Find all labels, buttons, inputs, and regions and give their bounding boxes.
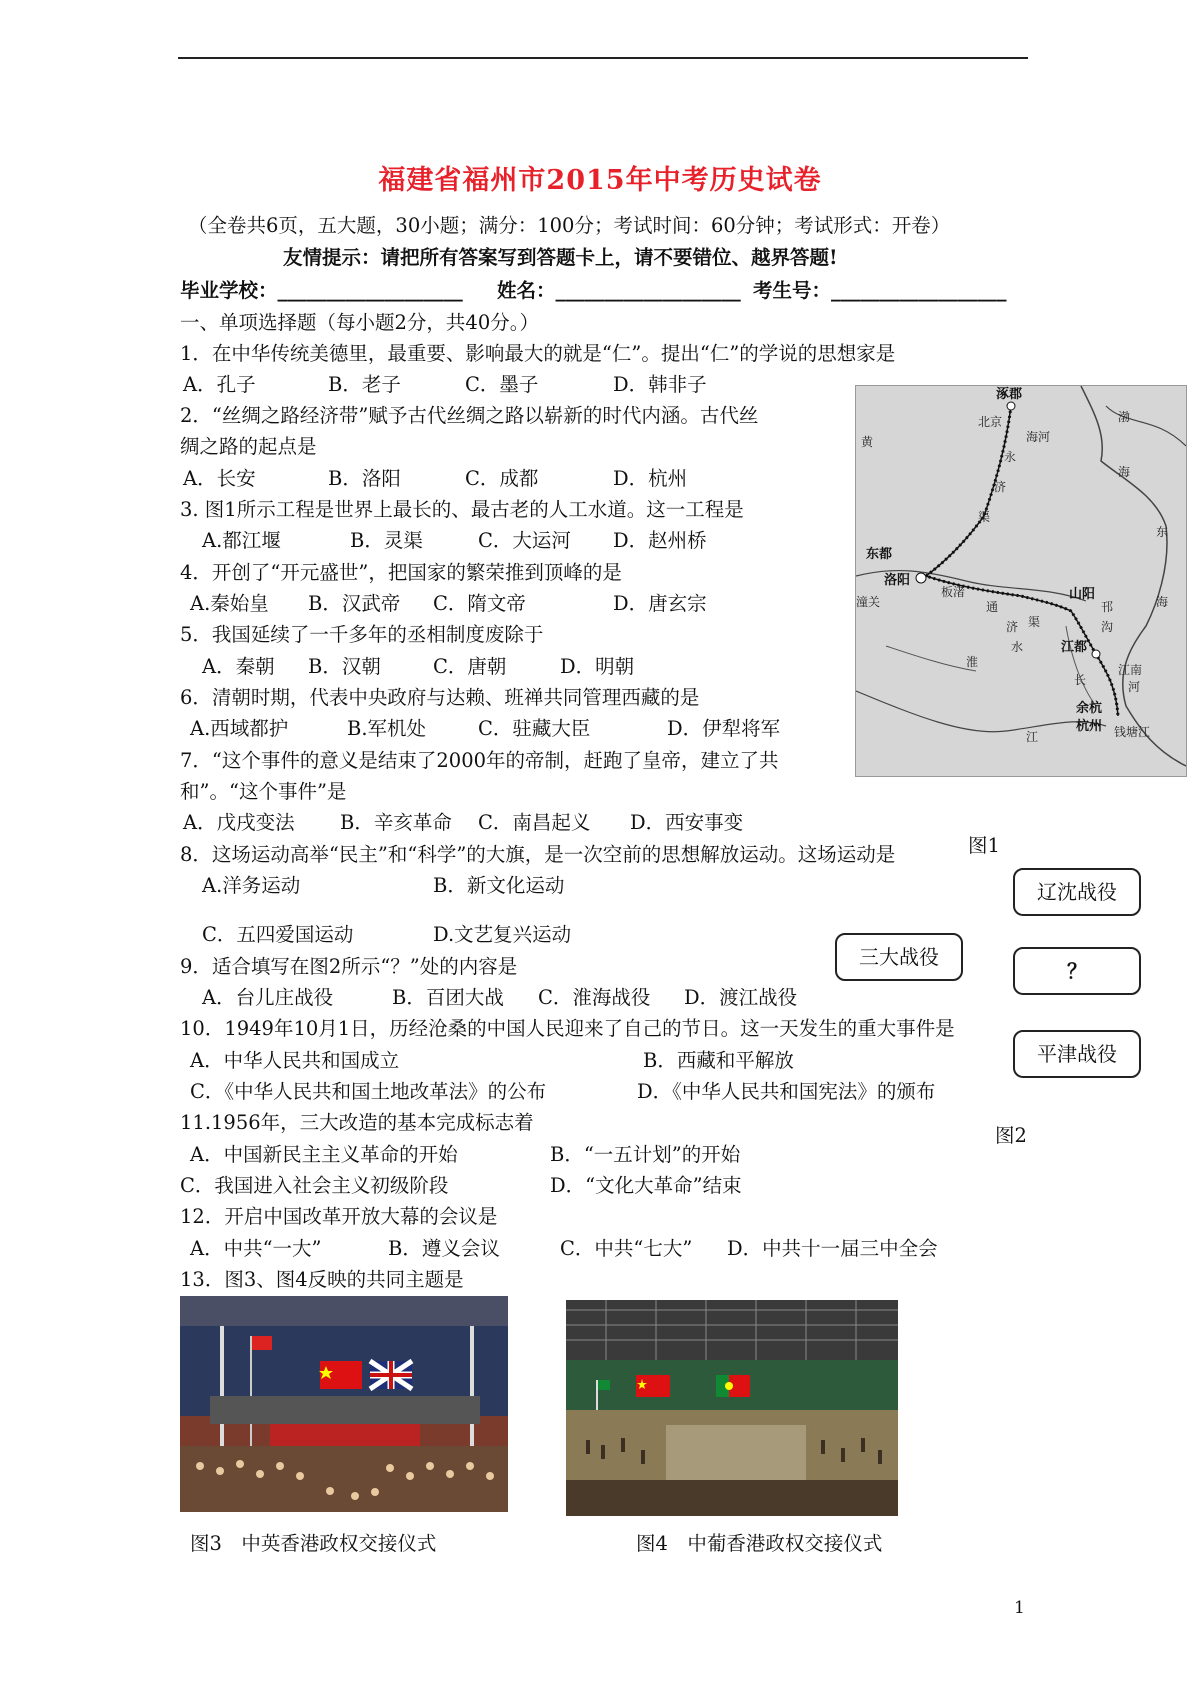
option-b: B．“一五计划”的开始 <box>550 1143 741 1166</box>
option-a: A．孔子 <box>183 373 256 396</box>
option-a: A．秦朝 <box>202 655 275 678</box>
option-a: A．中共“一大” <box>190 1237 322 1260</box>
question-stem: 1．在中华传统美德里，最重要、影响最大的就是“仁”。提出“仁”的学说的思想家是 <box>180 342 896 365</box>
svg-text:渠: 渠 <box>978 510 991 524</box>
option-d: D．赵州桥 <box>613 529 707 552</box>
option-d: D．韩非子 <box>613 373 707 396</box>
handover-ceremony-photo-uk <box>180 1296 508 1512</box>
grand-canal-map <box>855 385 1187 777</box>
svg-text:东都: 东都 <box>866 547 893 562</box>
option-a: A.西域都护 <box>190 717 289 740</box>
option-d: D．渡江战役 <box>684 986 798 1009</box>
figure3-caption: 图3 中英香港政权交接仪式 <box>190 1532 437 1555</box>
option-c: C．成都 <box>465 467 539 490</box>
svg-text:涿郡: 涿郡 <box>996 387 1023 402</box>
handover-ceremony-photo-portugal <box>566 1300 898 1516</box>
option-c: C．南昌起义 <box>478 811 591 834</box>
option-c: C．五四爱国运动 <box>202 923 354 946</box>
svg-text:江都: 江都 <box>1061 640 1088 655</box>
svg-text:黄: 黄 <box>861 435 874 449</box>
option-b: B．灵渠 <box>350 529 423 552</box>
option-a: A.都江堰 <box>202 529 281 552</box>
svg-text:通: 通 <box>986 600 999 614</box>
unknown-campaign-box: ？ <box>1013 947 1141 995</box>
option-a: A．长安 <box>183 467 256 490</box>
option-b: B．洛阳 <box>328 467 401 490</box>
option-a: A．中国新民主主义革命的开始 <box>190 1143 458 1166</box>
option-d: D．中共十一届三中全会 <box>727 1237 938 1260</box>
liaoshen-box: 辽沈战役 <box>1013 868 1141 916</box>
svg-text:邗: 邗 <box>1101 600 1114 614</box>
option-b: B．汉武帝 <box>308 592 401 615</box>
option-d: D．西安事变 <box>630 811 744 834</box>
svg-text:沟: 沟 <box>1101 620 1114 634</box>
option-b: B．遵义会议 <box>388 1237 500 1260</box>
option-b: B．汉朝 <box>308 655 381 678</box>
svg-text:板渚: 板渚 <box>941 585 966 599</box>
option-a: A.洋务运动 <box>202 874 301 897</box>
svg-text:洛阳: 洛阳 <box>884 573 911 588</box>
option-b: B．新文化运动 <box>433 874 565 897</box>
option-b: B．老子 <box>328 373 401 396</box>
question-stem-cont: 和”。“这个事件”是 <box>180 780 347 803</box>
option-c: C．隋文帝 <box>433 592 526 615</box>
svg-text:济: 济 <box>994 480 1007 494</box>
option-d: D．《中华人民共和国宪法》的颁布 <box>637 1080 936 1103</box>
number-field: 考生号：__________________ <box>753 279 1007 302</box>
option-c: C．墨子 <box>465 373 539 396</box>
option-d: D．伊犁将军 <box>667 717 781 740</box>
option-d: D.文艺复兴运动 <box>433 923 572 946</box>
svg-text:淮: 淮 <box>966 655 979 669</box>
option-c: C．驻藏大臣 <box>478 717 591 740</box>
question-stem: 5．我国延续了一千多年的丞相制度废除于 <box>180 623 544 646</box>
option-c: C．中共“七大” <box>560 1237 693 1260</box>
friendly-tip: 友情提示：请把所有答案写到答题卡上，请不要错位、越界答题! <box>283 246 838 269</box>
question-stem: 3. 图1所示工程是世界上最长的、最古老的人工水道。这一工程是 <box>180 498 744 521</box>
page-number: 1 <box>1014 1598 1025 1618</box>
question-stem: 4．开创了“开元盛世”，把国家的繁荣推到顶峰的是 <box>180 561 622 584</box>
option-c: C．淮海战役 <box>538 986 651 1009</box>
three-campaigns-box: 三大战役 <box>835 933 963 981</box>
option-b: B．西藏和平解放 <box>643 1049 794 1072</box>
exam-title: 福建省福州市2015年中考历史试卷 <box>378 165 822 196</box>
question-stem: 10．1949年10月1日，历经沧桑的中国人民迎来了自己的节日。这一天发生的重大事件是 <box>180 1017 955 1040</box>
svg-text:永: 永 <box>1004 450 1017 464</box>
svg-text:海: 海 <box>1118 465 1131 479</box>
svg-text:渠: 渠 <box>1028 615 1041 629</box>
svg-text:东: 东 <box>1156 525 1169 539</box>
header-rule <box>178 57 1028 59</box>
svg-text:海河: 海河 <box>1026 430 1051 444</box>
question-stem: 9．适合填写在图2所示“？”处的内容是 <box>180 955 518 978</box>
svg-text:余杭: 余杭 <box>1076 701 1103 716</box>
option-c: C．大运河 <box>478 529 571 552</box>
svg-text:北京: 北京 <box>978 415 1003 429</box>
option-b: B．百团大战 <box>392 986 504 1009</box>
option-c: C．唐朝 <box>433 655 507 678</box>
svg-text:渤: 渤 <box>1118 410 1131 424</box>
option-d: D．唐玄宗 <box>613 592 707 615</box>
svg-text:济: 济 <box>1006 620 1019 634</box>
option-c: C．我国进入社会主义初级阶段 <box>180 1174 449 1197</box>
question-stem: 6．清朝时期，代表中央政府与达赖、班禅共同管理西藏的是 <box>180 686 700 709</box>
option-a: A．台儿庄战役 <box>202 986 334 1009</box>
option-b: B．辛亥革命 <box>340 811 452 834</box>
svg-text:江: 江 <box>1026 730 1039 744</box>
figure2-label: 图2 <box>995 1124 1027 1147</box>
option-d: D．“文化大革命”结束 <box>550 1174 742 1197</box>
question-stem: 7．“这个事件的意义是结束了2000年的帝制，赶跑了皇帝，建立了共 <box>180 749 779 772</box>
svg-text:江南: 江南 <box>1118 663 1143 677</box>
svg-text:潼关: 潼关 <box>856 595 881 609</box>
svg-text:水: 水 <box>1011 640 1024 654</box>
name-field: 姓名：___________________ <box>497 279 741 302</box>
svg-text:长: 长 <box>1074 673 1087 687</box>
option-c: C．《中华人民共和国土地改革法》的公布 <box>190 1080 547 1103</box>
figure4-caption: 图4 中葡香港政权交接仪式 <box>636 1532 883 1555</box>
option-a: A．戊戌变法 <box>183 811 295 834</box>
option-a: A．中华人民共和国成立 <box>190 1049 400 1072</box>
svg-text:河: 河 <box>1128 680 1141 694</box>
question-stem: 13．图3、图4反映的共同主题是 <box>180 1268 464 1291</box>
question-stem: 12．开启中国改革开放大幕的会议是 <box>180 1205 498 1228</box>
svg-text:钱塘江: 钱塘江 <box>1114 725 1151 739</box>
option-d: D．明朝 <box>560 655 635 678</box>
pingjin-box: 平津战役 <box>1013 1030 1141 1078</box>
option-a: A.秦始皇 <box>190 592 269 615</box>
question-stem: 2．“丝绸之路经济带”赋予古代丝绸之路以崭新的时代内涵。古代丝 <box>180 404 759 427</box>
exam-info: （全卷共6页，五大题，30小题；满分：100分；考试时间：60分钟；考试形式：开卷） <box>188 214 951 237</box>
svg-text:山阳: 山阳 <box>1069 587 1096 602</box>
question-stem-cont: 绸之路的起点是 <box>180 435 317 458</box>
option-b: B.军机处 <box>347 717 427 740</box>
svg-text:杭州: 杭州 <box>1076 719 1103 734</box>
option-d: D．杭州 <box>613 467 688 490</box>
svg-text:海: 海 <box>1156 595 1169 609</box>
section-heading: 一、单项选择题（每小题2分，共40分。） <box>180 311 539 334</box>
question-stem: 8．这场运动高举“民主”和“科学”的大旗，是一次空前的思想解放运动。这场运动是 <box>180 843 896 866</box>
figure1-label: 图1 <box>968 834 1000 857</box>
question-stem: 11.1956年，三大改造的基本完成标志着 <box>180 1111 534 1134</box>
school-field: 毕业学校：___________________ <box>180 279 463 302</box>
